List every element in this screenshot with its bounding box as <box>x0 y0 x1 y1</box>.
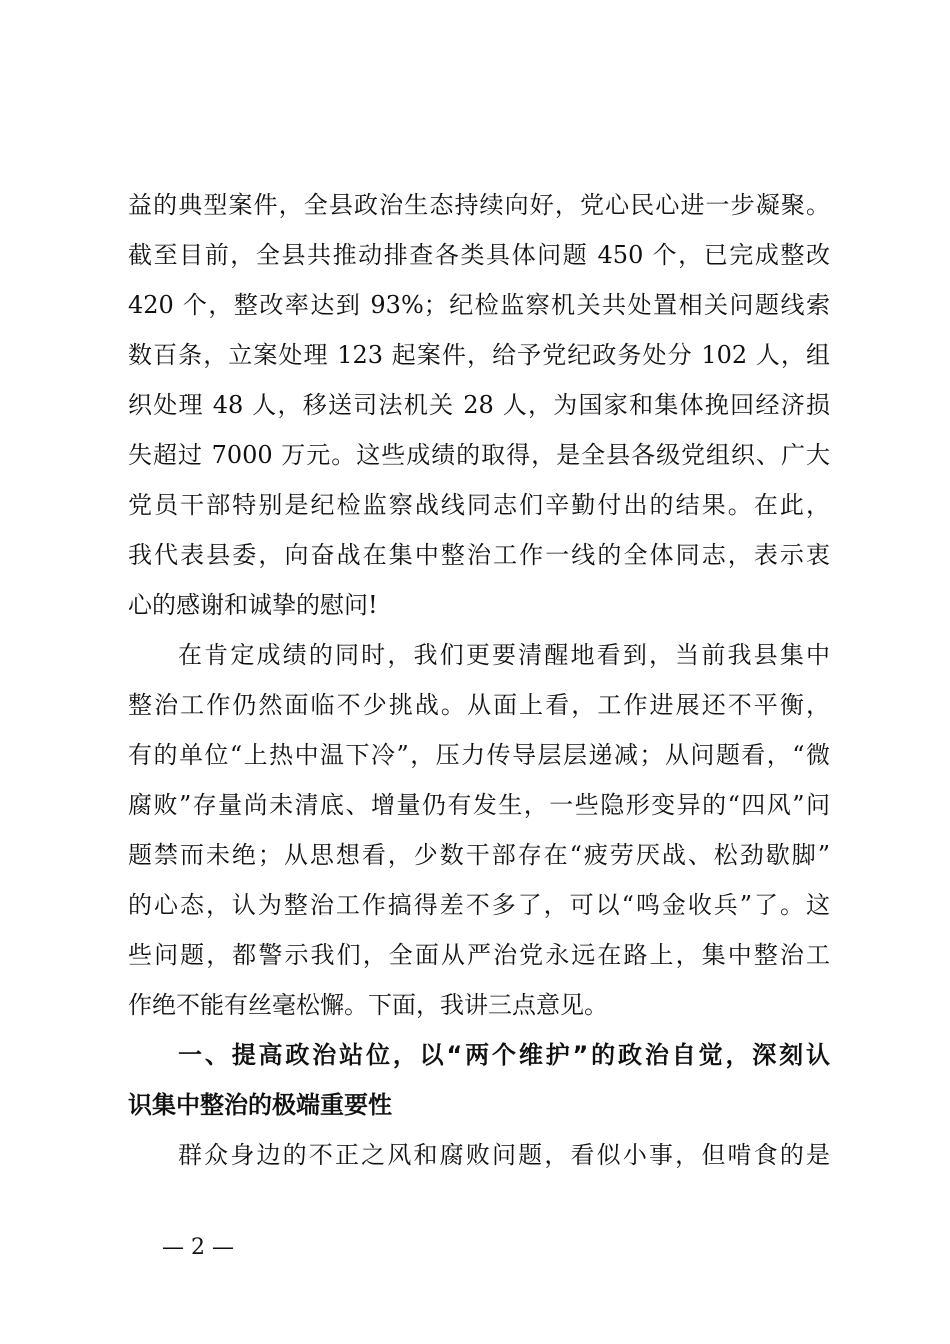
paragraph-achievements <box>128 180 830 630</box>
document-body <box>128 180 830 1180</box>
text-line: 题禁而未绝；从思想看，少数干部存在“疲劳厌战、松劲歇脚” <box>128 841 830 869</box>
page-number: — 2 — <box>162 1235 234 1260</box>
text-line: 整治工作仍然面临不少挑战。从面上看，工作进展还不平衡， <box>128 691 830 719</box>
paragraph-section-one <box>128 1130 830 1180</box>
text-line: 有的单位“上热中温下冷”，压力传导层层递减；从问题看，“微 <box>128 741 830 769</box>
text-line: 我代表县委，向奋战在集中整治工作一线的全体同志，表示衷 <box>128 541 830 569</box>
paragraph-challenges <box>128 630 830 1030</box>
text-line: 的心态，认为整治工作搞得差不多了，可以“鸣金收兵”了。这 <box>128 891 830 919</box>
text-line: 作绝不能有丝毫松懈。下面，我讲三点意见。 <box>128 991 608 1019</box>
text-line: 益的典型案件，全县政治生态持续向好，党心民心进一步凝聚。 <box>128 191 830 219</box>
text-line: 心的感谢和诚挚的慰问! <box>128 591 378 619</box>
text-line: 党员干部特别是纪检监察战线同志们辛勤付出的结果。在此， <box>128 491 830 519</box>
text-line: 织处理 48 人，移送司法机关 28 人，为国家和集体挽回经济损 <box>128 391 830 419</box>
text-line: 群众身边的不正之风和腐败问题，看似小事，但啃食的是 <box>178 1141 830 1169</box>
text-line: 截至目前，全县共推动排查各类具体问题 450 个，已完成整改 <box>128 241 830 269</box>
section-heading <box>128 1030 830 1130</box>
text-line: 420 个，整改率达到 93%；纪检监察机关共处置相关问题线索 <box>128 291 830 319</box>
text-line: 腐败”存量尚未清底、增量仍有发生，一些隐形变异的“四风”问 <box>128 791 830 819</box>
heading-line: 一、提高政治站位，以“两个维护”的政治自觉，深刻认 <box>178 1041 830 1069</box>
heading-line: 识集中整治的极端重要性 <box>128 1091 392 1119</box>
text-line: 些问题，都警示我们，全面从严治党永远在路上，集中整治工 <box>128 941 830 969</box>
text-line: 数百条，立案处理 123 起案件，给予党纪政务处分 102 人，组 <box>128 341 830 369</box>
text-line: 在肯定成绩的同时，我们更要清醒地看到，当前我县集中 <box>178 641 830 669</box>
text-line: 失超过 7000 万元。这些成绩的取得，是全县各级党组织、广大 <box>128 441 830 469</box>
